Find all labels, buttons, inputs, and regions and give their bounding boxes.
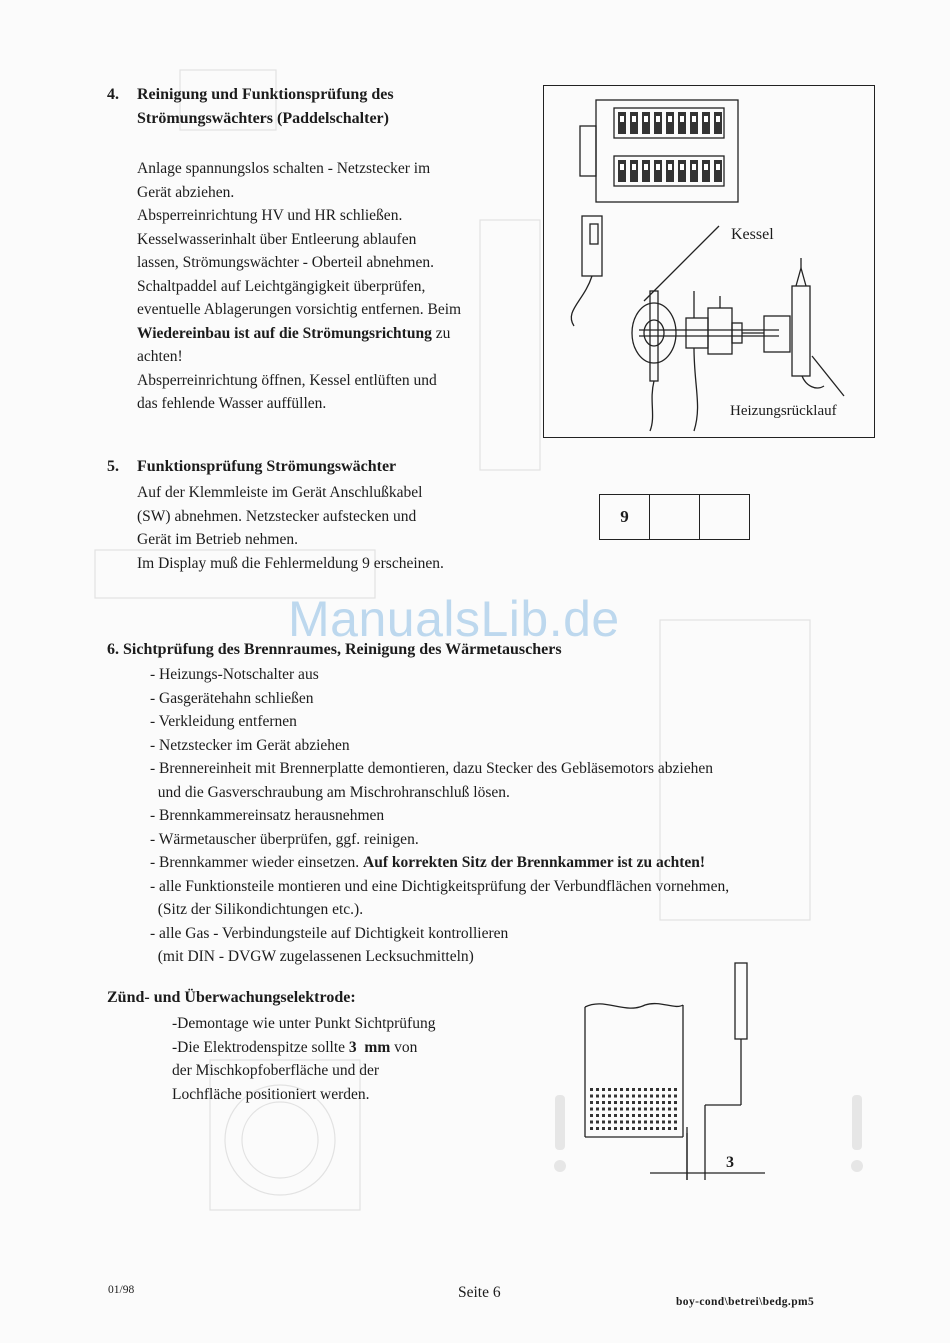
burner-hole [608, 1101, 611, 1104]
flow-direction-warning: Wiedereinbau ist auf die Strömungsrichtung [137, 324, 432, 342]
section5-line: Gerät im Betrieb nehmen. [137, 531, 298, 548]
section4-line: achten! [137, 348, 183, 365]
burner-hole [644, 1095, 647, 1098]
burner-hole [662, 1108, 665, 1111]
label-heizungsruecklauf: Heizungsrücklauf [730, 403, 837, 419]
burner-chamber-warning: Auf korrekten Sitz der Brennkammer ist zu achten! [363, 854, 706, 871]
burner-hole [590, 1108, 593, 1111]
burner-hole [590, 1121, 593, 1124]
section4-line: eventuelle Ablagerungen vorsichtig entfernen. Beim [137, 301, 462, 318]
burner-hole [644, 1121, 647, 1124]
burner-hole [614, 1108, 617, 1111]
burner-hole [608, 1088, 611, 1091]
burner-hole [644, 1088, 647, 1091]
burner-hole [632, 1108, 635, 1111]
section4-title-line2: Strömungswächters (Paddelschalter) [137, 110, 389, 127]
burner-hole [608, 1127, 611, 1130]
burner-hole [602, 1095, 605, 1098]
burner-hole [620, 1127, 623, 1130]
burner-hole [626, 1114, 629, 1117]
burner-hole [662, 1114, 665, 1117]
burner-hole [638, 1127, 641, 1130]
burner-hole [632, 1127, 635, 1130]
burner-hole [626, 1108, 629, 1111]
burner-hole [638, 1108, 641, 1111]
burner-hole [638, 1114, 641, 1117]
burner-hole [650, 1114, 653, 1117]
list-item: - alle Funktionsteile montieren und eine Dichtigkeitsprüfung der Verbundflächen vornehmen, [150, 877, 730, 895]
burner-hole [644, 1101, 647, 1104]
burner-hole [668, 1127, 671, 1130]
burner-hole [626, 1095, 629, 1098]
burner-hole [626, 1127, 629, 1130]
section6-list [150, 663, 830, 969]
burner-hole [608, 1121, 611, 1124]
burner-hole [590, 1114, 593, 1117]
electrode-body [172, 1012, 512, 1106]
section4-title-line1: Reinigung und Funktionsprüfung des [137, 86, 394, 103]
burner-hole [626, 1088, 629, 1091]
burner-hole [644, 1127, 647, 1130]
burner-hole [614, 1095, 617, 1098]
list-item-with-warning [150, 851, 830, 875]
electrode-line: -Demontage wie unter Punkt Sichtprüfung [172, 1015, 436, 1032]
section4-bold-line [137, 322, 527, 346]
section4-number: 4. [107, 86, 119, 103]
dimension-label: 3 [726, 1154, 734, 1171]
display-cell [699, 495, 749, 539]
display-cell [649, 495, 699, 539]
electrode-line-suffix: von [390, 1038, 418, 1056]
burner-hole [668, 1101, 671, 1104]
section4-line: Absperreinrichtung HV und HR schließen. [137, 207, 403, 224]
flow-switch-illustration [544, 86, 874, 437]
burner-hole [590, 1088, 593, 1091]
burner-hole [674, 1114, 677, 1117]
list-item: - alle Gas - Verbindungsteile auf Dichtigkeit kontrollieren [150, 924, 509, 942]
electrode-line-text: -Die Elektrodenspitze sollte [172, 1038, 349, 1056]
electrode-line: Lochfläche positioniert werden. [172, 1085, 370, 1103]
bold-line-suffix: zu [431, 324, 451, 342]
section4-line: lassen, Strömungswächter - Oberteil abnehmen. [137, 254, 434, 271]
burner-hole [674, 1108, 677, 1111]
burner-hole [632, 1114, 635, 1117]
burner-hole [614, 1121, 617, 1124]
section4-line: Anlage spannungslos schalten - Netzstecker im [137, 160, 431, 177]
burner-hole [602, 1121, 605, 1124]
burner-hole [644, 1108, 647, 1111]
burner-hole [602, 1088, 605, 1091]
section5-number: 5. [107, 458, 119, 475]
burner-hole [596, 1114, 599, 1117]
burner-hole [614, 1114, 617, 1117]
burner-hole [668, 1088, 671, 1091]
burner-hole [596, 1088, 599, 1091]
burner-hole [602, 1114, 605, 1117]
section6-title: 6. Sichtprüfung des Brennraumes, Reinigung des Wärmetauschers [107, 641, 562, 658]
burner-hole [590, 1095, 593, 1098]
list-item: (mit DIN - DVGW zugelassenen Lecksuchmitteln) [150, 948, 474, 965]
burner-hole [614, 1088, 617, 1091]
list-item-text: - Brennkammer wieder einsetzen. [150, 854, 364, 871]
burner-hole [602, 1108, 605, 1111]
section4-body [137, 157, 527, 416]
footer-page: Seite 6 [458, 1284, 501, 1301]
burner-hole [590, 1127, 593, 1130]
burner-hole [650, 1101, 653, 1104]
burner-hole [620, 1095, 623, 1098]
section5-line: (SW) abnehmen. Netzstecker aufstecken und [137, 507, 417, 525]
burner-hole [596, 1121, 599, 1124]
burner-hole [674, 1095, 677, 1098]
burner-hole [668, 1114, 671, 1117]
list-item: - Heizungs-Notschalter aus [150, 666, 319, 683]
error-display [599, 494, 750, 540]
burner-hole [656, 1101, 659, 1104]
burner-hole [614, 1101, 617, 1104]
footer-file: boy-cond\betrei\bedg.pm5 [676, 1296, 815, 1308]
burner-hole [620, 1121, 623, 1124]
list-item: - Wärmetauscher überprüfen, ggf. reinigen. [150, 830, 419, 848]
section5-line: Auf der Klemmleiste im Gerät Anschlußkabel [137, 484, 423, 501]
section5-line: Im Display muß die Fehlermeldung 9 erscheinen. [137, 554, 444, 572]
burner-hole [596, 1101, 599, 1104]
burner-hole [674, 1121, 677, 1124]
burner-hole [620, 1108, 623, 1111]
burner-hole [674, 1088, 677, 1091]
burner-hole [620, 1114, 623, 1117]
burner-hole [638, 1088, 641, 1091]
section4-line: Kesselwasserinhalt über Entleerung ablaufen [137, 230, 417, 248]
burner-hole [608, 1108, 611, 1111]
burner-hole [656, 1121, 659, 1124]
burner-hole [656, 1127, 659, 1130]
burner-hole [638, 1121, 641, 1124]
burner-hole [656, 1088, 659, 1091]
burner-hole [668, 1108, 671, 1111]
list-item: - Netzstecker im Gerät abziehen [150, 736, 350, 754]
burner-hole [590, 1101, 593, 1104]
section4-line: Schaltpaddel auf Leichtgängigkeit überprüfen, [137, 277, 426, 295]
burner-hole [656, 1114, 659, 1117]
burner-hole [620, 1101, 623, 1104]
display-cell: 9 [620, 507, 629, 526]
hole-pattern [590, 1088, 677, 1130]
burner-hole [662, 1095, 665, 1098]
label-kessel: Kessel [731, 226, 774, 243]
list-item: - Brennkammereinsatz herausnehmen [150, 807, 385, 824]
burner-hole [650, 1121, 653, 1124]
burner-hole [608, 1095, 611, 1098]
burner-hole [626, 1121, 629, 1124]
electrode-distance: 3 mm [348, 1038, 391, 1056]
electrode-line: der Mischkopfoberfläche und der [172, 1062, 380, 1079]
burner-hole [614, 1127, 617, 1130]
section4-line: das fehlende Wasser auffüllen. [137, 395, 327, 412]
burner-hole [632, 1088, 635, 1091]
electrode-line-distance [172, 1036, 512, 1060]
burner-hole [632, 1121, 635, 1124]
burner-hole [656, 1095, 659, 1098]
list-item: (Sitz der Silikondichtungen etc.). [150, 901, 364, 918]
burner-hole [644, 1114, 647, 1117]
list-item: - Gasgerätehahn schließen [150, 689, 314, 707]
burner-hole [668, 1095, 671, 1098]
footer-date: 01/98 [108, 1284, 135, 1296]
burner-hole [596, 1108, 599, 1111]
burner-hole [602, 1101, 605, 1104]
section5-title: Funktionsprüfung Strömungswächter [137, 458, 397, 475]
burner-hole [632, 1095, 635, 1098]
burner-hole [674, 1101, 677, 1104]
burner-hole [656, 1108, 659, 1111]
burner-hole [596, 1127, 599, 1130]
burner-hole [596, 1095, 599, 1098]
section5-body [137, 481, 527, 575]
watermark: ManualsLib.de [288, 591, 620, 647]
burner-hole [626, 1101, 629, 1104]
burner-hole [662, 1127, 665, 1130]
burner-hole [632, 1101, 635, 1104]
burner-hole [662, 1121, 665, 1124]
flow-switch-diagram [543, 85, 875, 438]
burner-hole [602, 1127, 605, 1130]
burner-hole [662, 1088, 665, 1091]
burner-hole [650, 1095, 653, 1098]
burner-hole [674, 1127, 677, 1130]
burner-hole [638, 1101, 641, 1104]
electrode-diagram [575, 955, 775, 1190]
burner-hole [650, 1108, 653, 1111]
burner-hole [608, 1114, 611, 1117]
section4-line: Gerät abziehen. [137, 183, 235, 201]
burner-hole [662, 1101, 665, 1104]
burner-hole [668, 1121, 671, 1124]
burner-hole [650, 1127, 653, 1130]
list-item: - Verkleidung entfernen [150, 713, 297, 730]
list-item: und die Gasverschraubung am Mischrohranschluß lösen. [150, 783, 510, 801]
list-item: - Brennereinheit mit Brennerplatte demontieren, dazu Stecker des Gebläsemotors abziehen [150, 760, 713, 777]
section4-line: Absperreinrichtung öffnen, Kessel entlüften und [137, 371, 437, 389]
burner-hole [638, 1095, 641, 1098]
burner-hole [650, 1088, 653, 1091]
electrode-title: Zünd- und Überwachungselektrode: [107, 989, 356, 1006]
burner-hole [620, 1088, 623, 1091]
